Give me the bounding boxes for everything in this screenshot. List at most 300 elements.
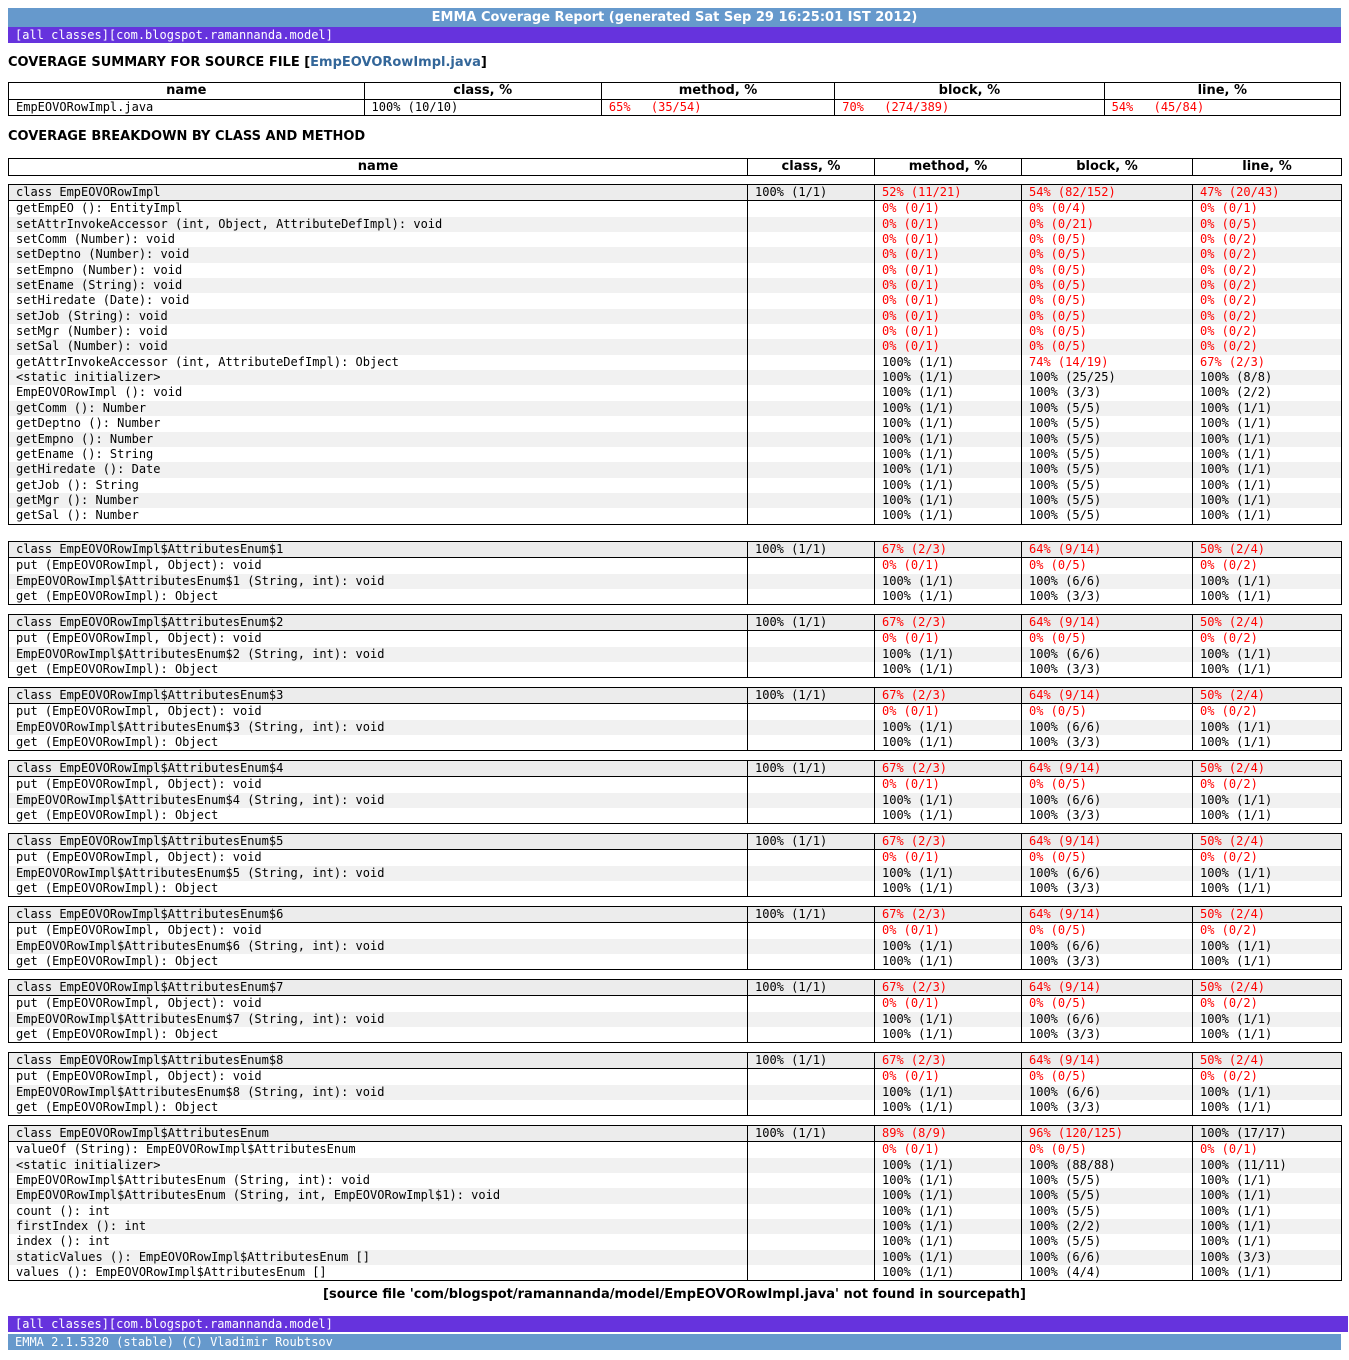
method-method-cov: 0% (0/1) [875,777,1022,793]
method-row [9,923,1342,939]
method-name: EmpEOVORowImpl$AttributesEnum$1 (String, int): void [9,574,748,589]
summary-header-row [9,83,1341,100]
method-row [9,278,1342,293]
class-method-cov: 52% (11/21) [875,185,1022,201]
method-block-cov: 100% (5/5) [1022,401,1193,416]
method-row [9,1100,1342,1116]
method-name: EmpEOVORowImpl$AttributesEnum$7 (String, int): void [9,1012,748,1027]
method-method-cov: 100% (1/1) [875,370,1022,385]
method-class-cov [748,1085,875,1100]
method-name: getAttrInvokeAccessor (int, AttributeDefImpl): Object [9,355,748,370]
class-block-cov: 64% (9/14) [1022,542,1193,558]
summary-file-name: EmpEOVORowImpl.java [9,100,365,116]
method-method-cov: 0% (0/1) [875,1069,1022,1085]
method-row [9,217,1342,232]
method-class-cov [748,1188,875,1203]
source-file-link[interactable]: EmpEOVORowImpl.java [310,55,481,70]
method-class-cov [748,432,875,447]
class-group-table [8,979,1342,1043]
method-name: put (EmpEOVORowImpl, Object): void [9,923,748,939]
class-method-cov: 67% (2/3) [875,688,1022,704]
class-name[interactable]: class EmpEOVORowImpl$AttributesEnum$5 [9,834,748,850]
method-method-cov: 100% (1/1) [875,432,1022,447]
method-line-cov: 100% (1/1) [1193,1219,1342,1234]
method-name: setDeptno (Number): void [9,247,748,262]
method-name: EmpEOVORowImpl$AttributesEnum$4 (String, int): void [9,793,748,808]
method-line-cov: 100% (1/1) [1193,735,1342,751]
method-block-cov: 0% (0/4) [1022,201,1193,217]
class-block-cov: 96% (120/125) [1022,1126,1193,1142]
method-line-cov: 100% (1/1) [1193,574,1342,589]
method-class-cov [748,247,875,262]
method-line-cov: 100% (1/1) [1193,1204,1342,1219]
method-method-cov: 100% (1/1) [875,1234,1022,1249]
method-name: getSal (): Number [9,508,748,524]
method-line-cov: 100% (1/1) [1193,881,1342,897]
method-class-cov [748,508,875,524]
method-line-cov: 0% (0/5) [1193,217,1342,232]
method-method-cov: 0% (0/1) [875,558,1022,574]
method-method-cov: 100% (1/1) [875,355,1022,370]
method-name: setJob (String): void [9,309,748,324]
method-row [9,589,1342,605]
method-line-cov: 100% (1/1) [1193,1085,1342,1100]
method-name: EmpEOVORowImpl$AttributesEnum$6 (String, int): void [9,939,748,954]
report-page [8,8,1341,1349]
method-class-cov [748,217,875,232]
method-method-cov: 100% (1/1) [875,793,1022,808]
method-method-cov: 100% (1/1) [875,401,1022,416]
method-name: staticValues (): EmpEOVORowImpl$AttributesEnum [] [9,1250,748,1265]
bd-col-header-line: line, % [1193,159,1342,176]
class-line-cov: 50% (2/4) [1193,980,1342,996]
class-class-cov: 100% (1/1) [748,834,875,850]
method-name: getComm (): Number [9,401,748,416]
method-row [9,1085,1342,1100]
method-name: get (EmpEOVORowImpl): Object [9,662,748,678]
method-class-cov [748,493,875,508]
class-line-cov: 50% (2/4) [1193,1053,1342,1069]
method-row [9,355,1342,370]
method-method-cov: 0% (0/1) [875,704,1022,720]
method-line-cov: 100% (1/1) [1193,401,1342,416]
method-name: get (EmpEOVORowImpl): Object [9,1027,748,1043]
method-class-cov [748,793,875,808]
class-method-cov: 67% (2/3) [875,980,1022,996]
method-class-cov [748,923,875,939]
method-row [9,793,1342,808]
method-line-cov: 0% (0/2) [1193,850,1342,866]
method-block-cov: 100% (4/4) [1022,1265,1193,1281]
class-name[interactable]: class EmpEOVORowImpl$AttributesEnum$1 [9,542,748,558]
class-name[interactable]: class EmpEOVORowImpl$AttributesEnum$6 [9,907,748,923]
method-method-cov: 100% (1/1) [875,416,1022,431]
method-row [9,662,1342,678]
method-line-cov: 100% (1/1) [1193,1188,1342,1203]
method-name: put (EmpEOVORowImpl, Object): void [9,850,748,866]
method-class-cov [748,401,875,416]
method-class-cov [748,1069,875,1085]
method-class-cov [748,939,875,954]
method-line-cov: 100% (1/1) [1193,1027,1342,1043]
method-row [9,574,1342,589]
method-block-cov: 100% (3/3) [1022,1027,1193,1043]
method-block-cov: 100% (5/5) [1022,416,1193,431]
class-block-cov: 64% (9/14) [1022,834,1193,850]
class-line-cov: 50% (2/4) [1193,761,1342,777]
method-row [9,735,1342,751]
method-method-cov: 100% (1/1) [875,462,1022,477]
method-method-cov: 100% (1/1) [875,493,1022,508]
method-row [9,324,1342,339]
class-name[interactable]: class EmpEOVORowImpl$AttributesEnum$4 [9,761,748,777]
method-block-cov: 0% (0/5) [1022,278,1193,293]
method-line-cov: 100% (1/1) [1193,416,1342,431]
method-method-cov: 100% (1/1) [875,385,1022,400]
method-row [9,263,1342,278]
method-class-cov [748,232,875,247]
method-line-cov: 0% (0/2) [1193,232,1342,247]
method-name: setSal (Number): void [9,339,748,354]
method-row [9,996,1342,1012]
class-row [9,1053,1342,1069]
bd-col-header-block: block, % [1022,159,1193,176]
method-method-cov: 0% (0/1) [875,923,1022,939]
method-name: valueOf (String): EmpEOVORowImpl$AttributesEnum [9,1142,748,1158]
method-name: index (): int [9,1234,748,1249]
method-row [9,493,1342,508]
class-class-cov: 100% (1/1) [748,1126,875,1142]
class-row [9,185,1342,201]
summary-heading: COVERAGE SUMMARY FOR SOURCE FILE [EmpEOVORowImpl.java] [8,55,487,70]
method-class-cov [748,385,875,400]
method-class-cov [748,1204,875,1219]
method-class-cov [748,447,875,462]
class-name[interactable]: class EmpEOVORowImpl$AttributesEnum$8 [9,1053,748,1069]
class-line-cov: 50% (2/4) [1193,615,1342,631]
method-row [9,478,1342,493]
breakdown-heading: COVERAGE BREAKDOWN BY CLASS AND METHOD [8,129,366,144]
method-name: get (EmpEOVORowImpl): Object [9,735,748,751]
method-row [9,647,1342,662]
class-group-table [8,614,1342,678]
method-line-cov: 100% (1/1) [1193,478,1342,493]
class-name[interactable]: class EmpEOVORowImpl$AttributesEnum$2 [9,615,748,631]
class-row [9,907,1342,923]
method-method-cov: 100% (1/1) [875,1158,1022,1173]
method-line-cov: 0% (0/2) [1193,631,1342,647]
method-row [9,432,1342,447]
class-line-cov: 50% (2/4) [1193,542,1342,558]
method-block-cov: 0% (0/5) [1022,850,1193,866]
method-name: count (): int [9,1204,748,1219]
method-name: setEmpno (Number): void [9,263,748,278]
method-line-cov: 0% (0/2) [1193,339,1342,354]
method-line-cov: 100% (1/1) [1193,432,1342,447]
method-class-cov [748,1027,875,1043]
method-class-cov [748,1173,875,1188]
method-class-cov [748,1250,875,1265]
method-method-cov: 0% (0/1) [875,324,1022,339]
method-method-cov: 100% (1/1) [875,735,1022,751]
method-name: EmpEOVORowImpl$AttributesEnum$5 (String, int): void [9,866,748,881]
method-class-cov [748,777,875,793]
method-block-cov: 100% (5/5) [1022,432,1193,447]
method-method-cov: 100% (1/1) [875,447,1022,462]
class-method-cov: 67% (2/3) [875,761,1022,777]
breakdown-header-row [9,159,1342,176]
footer-package-link[interactable]: [com.blogspot.ramannanda.model] [108,1317,333,1331]
method-row [9,1027,1342,1043]
class-name[interactable]: class EmpEOVORowImpl$AttributesEnum [9,1126,748,1142]
method-block-cov: 0% (0/21) [1022,217,1193,232]
method-method-cov: 0% (0/1) [875,1142,1022,1158]
bottom-nav-bar [8,1316,1348,1332]
method-line-cov: 100% (1/1) [1193,1012,1342,1027]
method-row [9,558,1342,574]
method-method-cov: 100% (1/1) [875,589,1022,605]
summary-line-cov: 54% (45/84) [1104,100,1340,116]
method-method-cov: 100% (1/1) [875,1027,1022,1043]
class-group-table [8,906,1342,970]
class-block-cov: 64% (9/14) [1022,615,1193,631]
col-header-name: name [9,83,365,100]
method-row [9,704,1342,720]
method-name: put (EmpEOVORowImpl, Object): void [9,631,748,647]
class-group-table [8,541,1342,605]
method-line-cov: 0% (0/2) [1193,324,1342,339]
method-name: EmpEOVORowImpl$AttributesEnum$8 (String, int): void [9,1085,748,1100]
method-name: put (EmpEOVORowImpl, Object): void [9,1069,748,1085]
class-class-cov: 100% (1/1) [748,185,875,201]
summary-method-cov: 65% (35/54) [601,100,834,116]
method-method-cov: 100% (1/1) [875,647,1022,662]
method-row [9,777,1342,793]
method-method-cov: 100% (1/1) [875,1250,1022,1265]
method-block-cov: 100% (6/6) [1022,1012,1193,1027]
method-row [9,631,1342,647]
method-method-cov: 100% (1/1) [875,1219,1022,1234]
method-block-cov: 74% (14/19) [1022,355,1193,370]
method-class-cov [748,1234,875,1249]
method-method-cov: 100% (1/1) [875,954,1022,970]
method-method-cov: 0% (0/1) [875,247,1022,262]
method-name: values (): EmpEOVORowImpl$AttributesEnum [] [9,1265,748,1281]
method-block-cov: 100% (5/5) [1022,1234,1193,1249]
method-line-cov: 67% (2/3) [1193,355,1342,370]
class-row [9,688,1342,704]
method-name: setMgr (Number): void [9,324,748,339]
method-row [9,401,1342,416]
package-link[interactable]: [com.blogspot.ramannanda.model] [108,28,333,42]
method-class-cov [748,954,875,970]
method-class-cov [748,866,875,881]
bd-col-header-name: name [9,159,748,176]
bd-col-header-class: class, % [748,159,875,176]
method-line-cov: 100% (1/1) [1193,662,1342,678]
class-row [9,542,1342,558]
method-line-cov: 100% (1/1) [1193,720,1342,735]
method-block-cov: 100% (2/2) [1022,1219,1193,1234]
class-class-cov: 100% (1/1) [748,542,875,558]
method-block-cov: 100% (5/5) [1022,447,1193,462]
method-name: put (EmpEOVORowImpl, Object): void [9,704,748,720]
method-method-cov: 100% (1/1) [875,1100,1022,1116]
method-block-cov: 100% (3/3) [1022,808,1193,824]
method-name: setComm (Number): void [9,232,748,247]
method-row [9,1173,1342,1188]
class-block-cov: 64% (9/14) [1022,688,1193,704]
method-method-cov: 100% (1/1) [875,866,1022,881]
method-name: EmpEOVORowImpl$AttributesEnum$2 (String, int): void [9,647,748,662]
method-method-cov: 0% (0/1) [875,278,1022,293]
method-class-cov [748,1012,875,1027]
method-name: <static initializer> [9,370,748,385]
class-block-cov: 64% (9/14) [1022,907,1193,923]
method-name: get (EmpEOVORowImpl): Object [9,881,748,897]
method-block-cov: 100% (5/5) [1022,493,1193,508]
method-class-cov [748,278,875,293]
method-row [9,939,1342,954]
class-class-cov: 100% (1/1) [748,761,875,777]
class-group-table [8,184,1342,525]
top-nav-bar [8,27,1341,43]
class-line-cov: 50% (2/4) [1193,907,1342,923]
method-line-cov: 100% (1/1) [1193,1100,1342,1116]
method-block-cov: 100% (6/6) [1022,939,1193,954]
method-block-cov: 0% (0/5) [1022,339,1193,354]
method-line-cov: 100% (3/3) [1193,1250,1342,1265]
method-line-cov: 100% (1/1) [1193,589,1342,605]
method-name: EmpEOVORowImpl$AttributesEnum (String, int, EmpEOVORowImpl$1): void [9,1188,748,1203]
method-name: get (EmpEOVORowImpl): Object [9,1100,748,1116]
method-row [9,1219,1342,1234]
method-block-cov: 0% (0/5) [1022,1142,1193,1158]
method-row [9,293,1342,308]
method-block-cov: 0% (0/5) [1022,309,1193,324]
method-class-cov [748,1142,875,1158]
method-method-cov: 0% (0/1) [875,293,1022,308]
method-class-cov [748,462,875,477]
method-row [9,447,1342,462]
breakdown-header-table [8,158,1342,176]
class-class-cov: 100% (1/1) [748,615,875,631]
method-line-cov: 100% (1/1) [1193,1234,1342,1249]
col-header-line: line, % [1104,83,1340,100]
all-classes-link[interactable]: [all classes] [15,28,109,42]
class-name[interactable]: class EmpEOVORowImpl$AttributesEnum$7 [9,980,748,996]
method-row [9,385,1342,400]
class-row [9,615,1342,631]
method-class-cov [748,201,875,217]
method-class-cov [748,881,875,897]
method-block-cov: 100% (5/5) [1022,1173,1193,1188]
method-block-cov: 100% (3/3) [1022,735,1193,751]
method-class-cov [748,647,875,662]
method-class-cov [748,1158,875,1173]
method-row [9,309,1342,324]
method-name: getHiredate (): Date [9,462,748,477]
method-block-cov: 100% (88/88) [1022,1158,1193,1173]
method-block-cov: 100% (5/5) [1022,478,1193,493]
class-row [9,980,1342,996]
class-block-cov: 64% (9/14) [1022,980,1193,996]
method-class-cov [748,735,875,751]
method-method-cov: 100% (1/1) [875,1204,1022,1219]
method-class-cov [748,1219,875,1234]
method-method-cov: 0% (0/1) [875,217,1022,232]
method-block-cov: 100% (5/5) [1022,462,1193,477]
method-method-cov: 0% (0/1) [875,201,1022,217]
class-block-cov: 64% (9/14) [1022,1053,1193,1069]
method-method-cov: 100% (1/1) [875,1188,1022,1203]
method-block-cov: 100% (6/6) [1022,720,1193,735]
class-row [9,761,1342,777]
method-row [9,339,1342,354]
method-row [9,462,1342,477]
method-name: firstIndex (): int [9,1219,748,1234]
method-line-cov: 0% (0/2) [1193,1069,1342,1085]
method-name: put (EmpEOVORowImpl, Object): void [9,777,748,793]
method-row [9,416,1342,431]
class-class-cov: 100% (1/1) [748,688,875,704]
class-method-cov: 67% (2/3) [875,907,1022,923]
method-block-cov: 100% (6/6) [1022,793,1193,808]
method-name: setAttrInvokeAccessor (int, Object, AttributeDefImpl): void [9,217,748,232]
report-title: EMMA Coverage Report (generated Sat Sep 29 16:25:01 IST 2012) [8,8,1341,27]
method-name: EmpEOVORowImpl (): void [9,385,748,400]
class-class-cov: 100% (1/1) [748,907,875,923]
method-name: getDeptno (): Number [9,416,748,431]
method-line-cov: 0% (0/2) [1193,309,1342,324]
method-line-cov: 0% (0/2) [1193,996,1342,1012]
class-line-cov: 47% (20/43) [1193,185,1342,201]
method-line-cov: 100% (1/1) [1193,508,1342,524]
class-group-table [8,760,1342,824]
method-row [9,954,1342,970]
method-block-cov: 100% (3/3) [1022,881,1193,897]
class-line-cov: 50% (2/4) [1193,834,1342,850]
class-method-cov: 67% (2/3) [875,615,1022,631]
method-row [9,1188,1342,1203]
method-name: getJob (): String [9,478,748,493]
method-class-cov [748,574,875,589]
method-block-cov: 0% (0/5) [1022,631,1193,647]
class-name[interactable]: class EmpEOVORowImpl [9,185,748,201]
method-line-cov: 100% (1/1) [1193,808,1342,824]
method-class-cov [748,589,875,605]
class-group-table [8,1125,1342,1281]
footer-all-classes-link[interactable]: [all classes] [15,1317,109,1331]
summary-block-cov: 70% (274/389) [835,100,1104,116]
col-header-class: class, % [364,83,601,100]
method-block-cov: 0% (0/5) [1022,232,1193,247]
method-row [9,720,1342,735]
method-line-cov: 100% (1/1) [1193,447,1342,462]
class-name[interactable]: class EmpEOVORowImpl$AttributesEnum$3 [9,688,748,704]
method-block-cov: 0% (0/5) [1022,923,1193,939]
method-line-cov: 0% (0/2) [1193,247,1342,262]
col-header-block: block, % [835,83,1104,100]
method-block-cov: 0% (0/5) [1022,996,1193,1012]
method-line-cov: 100% (1/1) [1193,647,1342,662]
method-name: get (EmpEOVORowImpl): Object [9,808,748,824]
method-method-cov: 100% (1/1) [875,1265,1022,1281]
source-not-found-note: [source file 'com/blogspot/ramannanda/model/EmpEOVORowImpl.java' not found in sourcepath] [323,1287,1026,1302]
method-row [9,1250,1342,1265]
method-method-cov: 0% (0/1) [875,996,1022,1012]
method-name: get (EmpEOVORowImpl): Object [9,589,748,605]
